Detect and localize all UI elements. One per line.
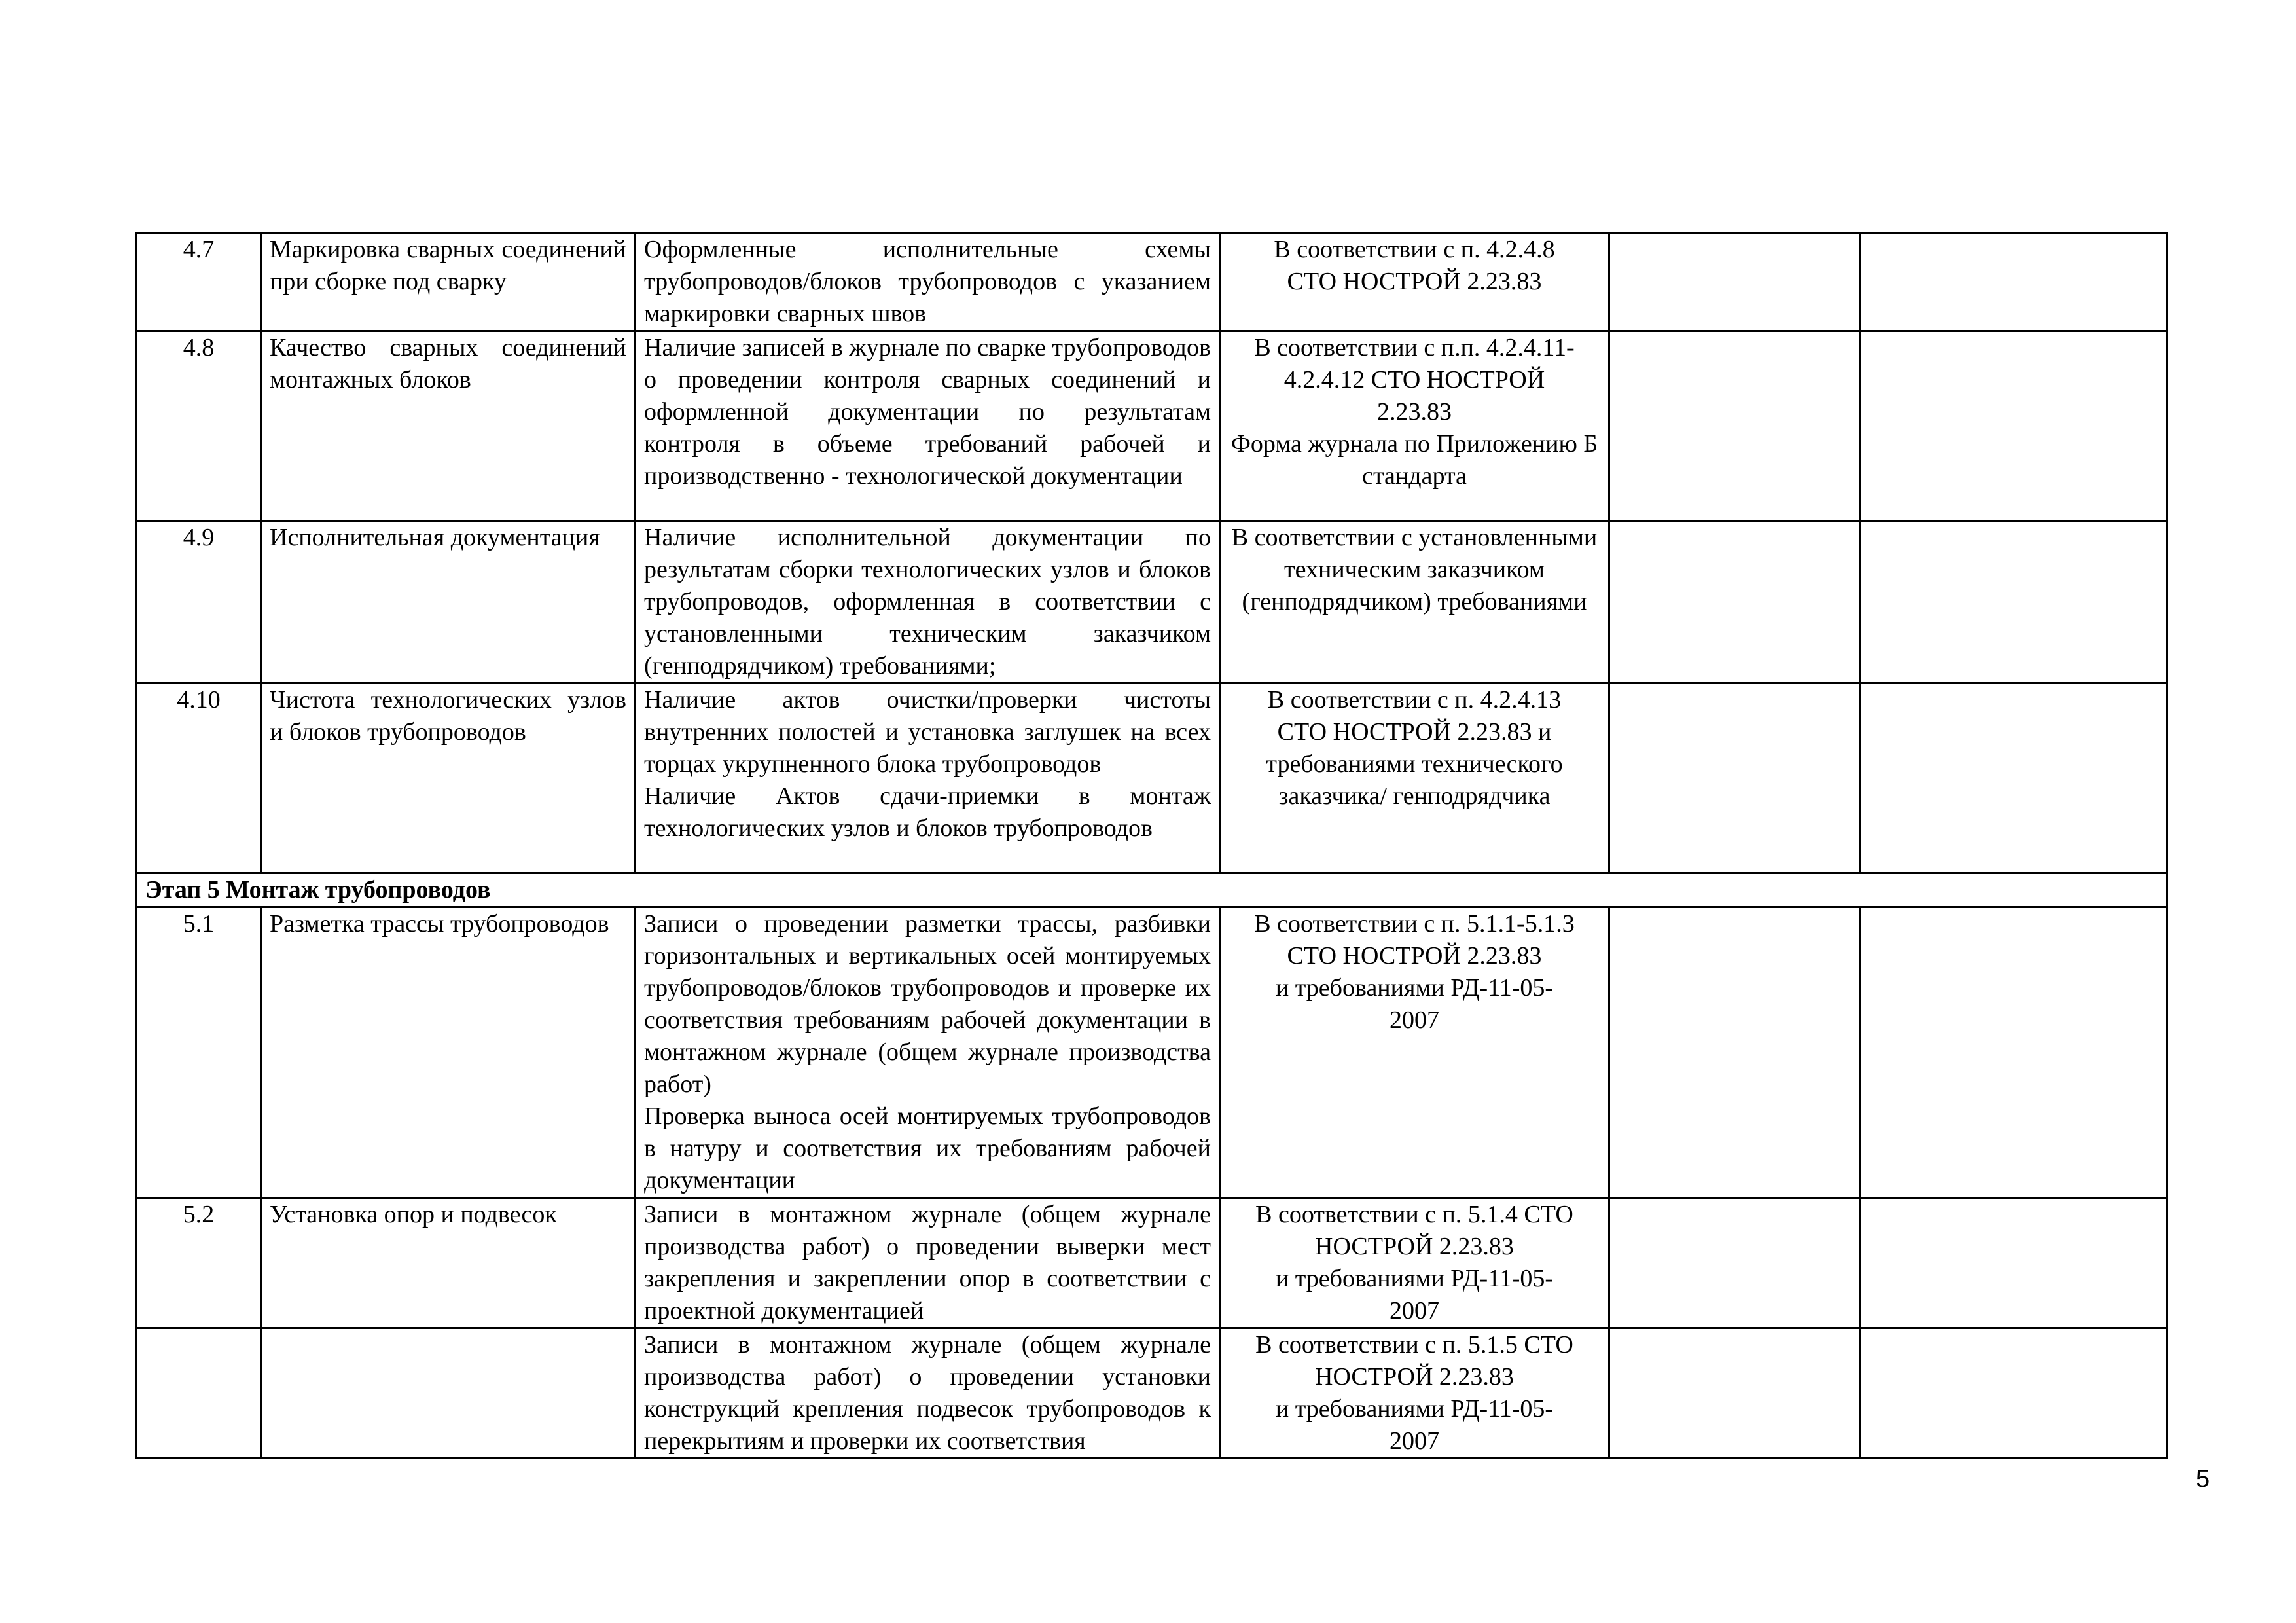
table-row bbox=[137, 521, 2167, 684]
row-number: 4.7 bbox=[137, 233, 261, 331]
reference-cell: В соответствии с п. 4.2.4.13 СТО НОСТРОЙ 2.23.83 и требованиями технического заказчика/ генподрядчика bbox=[1220, 684, 1609, 873]
empty-cell bbox=[1609, 521, 1861, 684]
empty-cell bbox=[1609, 233, 1861, 331]
reference-cell: В соответствии с п. 4.2.4.8 СТО НОСТРОЙ 2.23.83 bbox=[1220, 233, 1609, 331]
empty-cell bbox=[1861, 684, 2167, 873]
table-row bbox=[137, 1328, 2167, 1459]
control-cell: Записи в монтажном журнале (общем журнале производства работ) о проведении установки конструкций крепления подвесок трубопроводов к перекрытиям и проверки их соответствия bbox=[636, 1328, 1220, 1459]
row-number: 4.8 bbox=[137, 331, 261, 521]
row-number bbox=[137, 1328, 261, 1459]
control-cell: Наличие исполнительной документации по результатам сборки технологических узлов и блоков трубопроводов, оформленная в соответствии с установленными техническим заказчиком (генподрядчиком) требованиями; bbox=[636, 521, 1220, 684]
requirement-cell bbox=[261, 1328, 636, 1459]
table-row bbox=[137, 684, 2167, 873]
requirement-cell: Качество сварных соединений монтажных блоков bbox=[261, 331, 636, 521]
reference-cell: В соответствии с п. 5.1.4 СТО НОСТРОЙ 2.23.83 и требованиями РД-11-05- 2007 bbox=[1220, 1198, 1609, 1328]
stage-row bbox=[137, 873, 2167, 907]
empty-cell bbox=[1861, 1198, 2167, 1328]
control-cell: Оформленные исполнительные схемы трубопроводов/блоков трубопроводов с указанием маркировки сварных швов bbox=[636, 233, 1220, 331]
row-number: 4.9 bbox=[137, 521, 261, 684]
empty-cell bbox=[1861, 521, 2167, 684]
row-number: 5.2 bbox=[137, 1198, 261, 1328]
reference-cell: В соответствии с п. 5.1.1-5.1.3 СТО НОСТРОЙ 2.23.83 и требованиями РД-11-05- 2007 bbox=[1220, 907, 1609, 1198]
requirement-cell: Установка опор и подвесок bbox=[261, 1198, 636, 1328]
row-number: 4.10 bbox=[137, 684, 261, 873]
empty-cell bbox=[1609, 907, 1861, 1198]
control-cell: Наличие актов очистки/проверки чистоты внутренних полостей и установка заглушек на всех торцах укрупненного блока трубопроводов Наличие Актов сдачи-приемки в монтаж технологических узлов и блоков трубопроводов bbox=[636, 684, 1220, 873]
requirement-cell: Маркировка сварных соединений при сборке под сварку bbox=[261, 233, 636, 331]
empty-cell bbox=[1861, 233, 2167, 331]
reference-cell: В соответствии с установленными техническим заказчиком (генподрядчиком) требованиями bbox=[1220, 521, 1609, 684]
table-row bbox=[137, 331, 2167, 521]
reference-cell: В соответствии с п. 5.1.5 СТО НОСТРОЙ 2.23.83 и требованиями РД-11-05- 2007 bbox=[1220, 1328, 1609, 1459]
empty-cell bbox=[1609, 1198, 1861, 1328]
control-table bbox=[135, 232, 2168, 1459]
empty-cell bbox=[1861, 331, 2167, 521]
requirement-cell: Исполнительная документация bbox=[261, 521, 636, 684]
empty-cell bbox=[1861, 1328, 2167, 1459]
control-cell: Записи о проведении разметки трассы, разбивки горизонтальных и вертикальных осей монтируемых трубопроводов/блоков трубопроводов и проверке их соответствия требованиям рабочей документации в монтажном журнале (общем журнале производства работ) Проверка выноса осей монтируемых трубопроводов в натуру и соответствия их требованиям рабочей документации bbox=[636, 907, 1220, 1198]
empty-cell bbox=[1861, 907, 2167, 1198]
requirement-cell: Чистота технологических узлов и блоков трубопроводов bbox=[261, 684, 636, 873]
table-row bbox=[137, 1198, 2167, 1328]
page-number: 5 bbox=[2196, 1465, 2210, 1493]
empty-cell bbox=[1609, 1328, 1861, 1459]
empty-cell bbox=[1609, 331, 1861, 521]
table-row bbox=[137, 233, 2167, 331]
table-row bbox=[137, 907, 2167, 1198]
reference-cell: В соответствии с п.п. 4.2.4.11- 4.2.4.12 СТО НОСТРОЙ 2.23.83 Форма журнала по Приложению Б стандарта bbox=[1220, 331, 1609, 521]
empty-cell bbox=[1609, 684, 1861, 873]
control-cell: Записи в монтажном журнале (общем журнале производства работ) о проведении выверки мест закрепления и закреплении опор в соответствии с проектной документацией bbox=[636, 1198, 1220, 1328]
control-cell: Наличие записей в журнале по сварке трубопроводов о проведении контроля сварных соединений и оформленной документации по результатам контроля в объеме требований рабочей и производственно - технологической документации bbox=[636, 331, 1220, 521]
row-number: 5.1 bbox=[137, 907, 261, 1198]
stage-heading: Этап 5 Монтаж трубопроводов bbox=[137, 873, 2167, 907]
requirement-cell: Разметка трассы трубопроводов bbox=[261, 907, 636, 1198]
